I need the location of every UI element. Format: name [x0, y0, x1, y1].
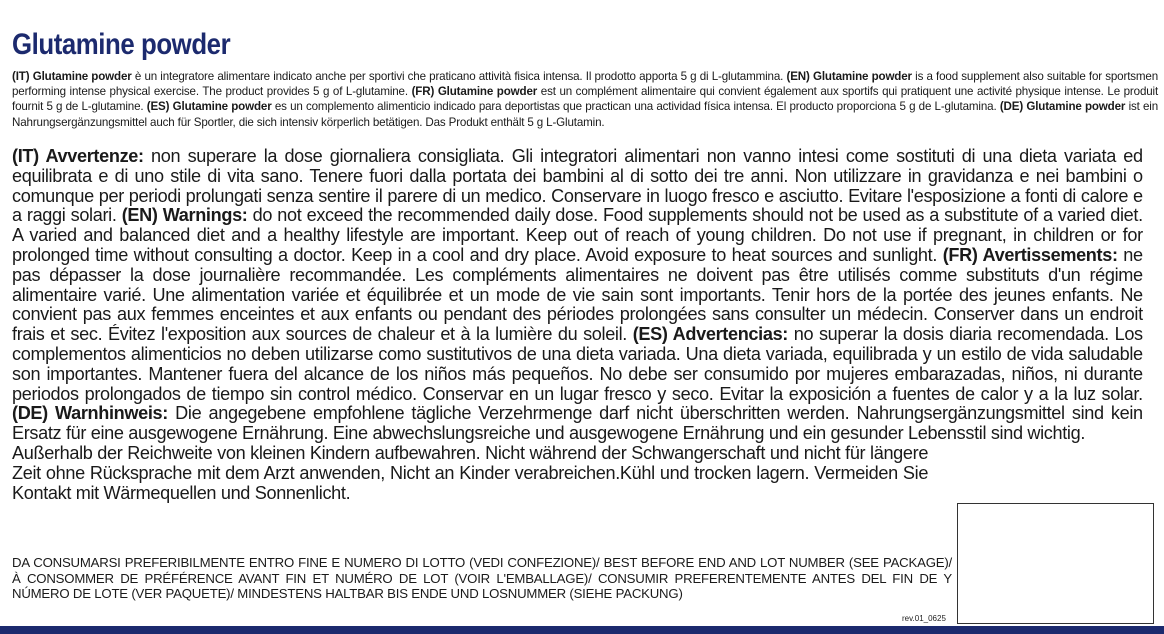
description-text: ist ein Nahrungsergänzungsmittel auch für Sportler, die sich intensiv körperlich betätigen. Das Produkt enthält 5 g L-Glutamin.: [12, 100, 1159, 129]
product-name: Glutamine powder: [437, 85, 538, 99]
description-text: is a food supplement also suitable for sportsmen performing intense physical exercise. The product provides 5 g of L-glutamine.: [12, 70, 1159, 99]
warnings-block: [12, 146, 1143, 502]
warning-text: non superare la dose giornaliera consigliata. Gli integratori alimentari non vanno intesi come sostituti di una dieta variata ed equilibrata e di uno stile di vita sano. Tenere fuori dalla portata dei bambini al di sotto dei tre anni. Non utilizzare in gravidanza e nei bambini o comunque per periodi prolungati senza sentire il parere di un medico. Conservare in luogo fresco e asciutto. Evitare l'esposizione a fonti di calore e a raggi solari.: [12, 145, 1143, 226]
warning-text: ne pas dépasser la dose journalière recommandée. Les compléments alimentaires ne doivent pas être utilisés comme substituts d'un régime alimentaire varié. Une alimentation variée et équilibrée et un mode de vie sain sont importants. Tenir hors de la portée des jeunes enfants. Ne convient pas aux femmes enceintes et aux enfants ou pendant des périodes prolongées sans consulter un médecin. Conserver dans un endroit frais et sec. Évitez l'exposition aux sources de chaleur et à la lumière du soleil.: [12, 243, 1143, 345]
warning-text: no superar la dosis diaria recomendada. Los complementos alimenticios no deben utilizarse como sustitutivos de una dieta variada. Una dieta variada, equilibrada y un estilo de vida saludable son importantes. Mantener fuera del alcance de los niños más pequeños. No debe ser consumido por mujeres embarazadas, niños, ni durante periodos prolongados de tiempo sin control médico. Conservar en un lugar fresco y seco. Evitar la exposición a fuentes de calor y a la luz solar.: [12, 323, 1143, 404]
best-before-notice: DA CONSUMARSI PREFERIBILMENTE ENTRO FINE E NUMERO DI LOTTO (VEDI CONFEZIONE)/ BEST BEFORE END AND LOT NUMBER (SEE PACKAGE)/ À CONSOMMER DE PRÉFÉRENCE AVANT FIN ET NUMÉRO DE LOT (VOIR L'EMBALLAGE)/ CONSUMIR PREFERENTEMENTE ANTES DEL FIN DE Y NÚMERO DE LOTE (VER PAQUETE)/ MINDESTENS HALTBAR BIS ENDE UND LOSNUMMER (SIEHE PACKUNG): [12, 555, 952, 602]
product-name: Glutamine powder: [32, 70, 132, 83]
revision-code: rev.01_0625: [902, 614, 946, 623]
product-name: Glutamine powder: [812, 70, 912, 83]
lang-code: (EN): [786, 70, 810, 83]
product-description: [12, 69, 1158, 130]
warning-heading: (ES) Advertencias:: [632, 323, 788, 345]
description-text: est un complément alimentaire qui convient également aux sportifs qui pratiquent une activité physique intense. Le produit fournit 5 g de L-glutamine.: [12, 85, 1159, 114]
lang-code: (DE): [999, 100, 1024, 114]
warning-heading: (FR) Avertissements:: [942, 243, 1118, 265]
description-text: è un integratore alimentare indicato anche per sportivi che praticano attività fisica intensa. Il prodotto apporta 5 g di L-glutammina.: [134, 70, 784, 83]
product-title: Glutamine powder: [12, 28, 231, 61]
product-name: Glutamine powder: [172, 100, 272, 114]
lang-code: (FR): [411, 85, 435, 99]
bottom-bar: [0, 626, 1164, 634]
warning-text-continued: Außerhalb der Reichweite von kleinen Kindern aufbewahren. Nicht während der Schwangerschaft und nicht für längere Zeit ohne Rücksprache mit dem Arzt anwenden, Nicht an Kinder verabreichen.Kühl und trocken lagern. Vermeiden Sie Kontakt mit Wärmequellen und Sonnenlicht.: [12, 441, 929, 503]
description-text: es un complemento alimenticio indicado para deportistas que practican una actividad física intensa. El producto proporciona 5 g de L-glutamina.: [274, 100, 997, 114]
warning-heading: (IT) Avvertenze:: [12, 145, 144, 166]
warning-heading: (DE) Warnhinweis:: [12, 402, 168, 424]
warning-text: Die angegebene empfohlene tägliche Verzehrmenge darf nicht überschritten werden. Nahrungsergänzungsmittel sind kein Ersatz für eine ausgewogene Ernährung. Eine abwechslungsreiche und ausgewogene Ernährung und ein gesunder Lebensstil sind wichtig.: [12, 402, 1143, 444]
warning-text: do not exceed the recommended daily dose. Food supplements should not be used as a substitute of a varied diet. A varied and balanced diet and a healthy lifestyle are important. Keep out of reach of young children. Do not use if pregnant, in children or for prolonged time without consulting a doctor. Keep in a cool and dry place. Avoid exposure to heat sources and sunlight.: [12, 204, 1143, 265]
lang-code: (ES): [146, 100, 170, 114]
warning-heading: (EN) Warnings:: [121, 204, 248, 226]
lang-code: (IT): [12, 70, 30, 83]
lot-expiry-box: [957, 503, 1154, 624]
product-name: Glutamine powder: [1026, 100, 1126, 114]
